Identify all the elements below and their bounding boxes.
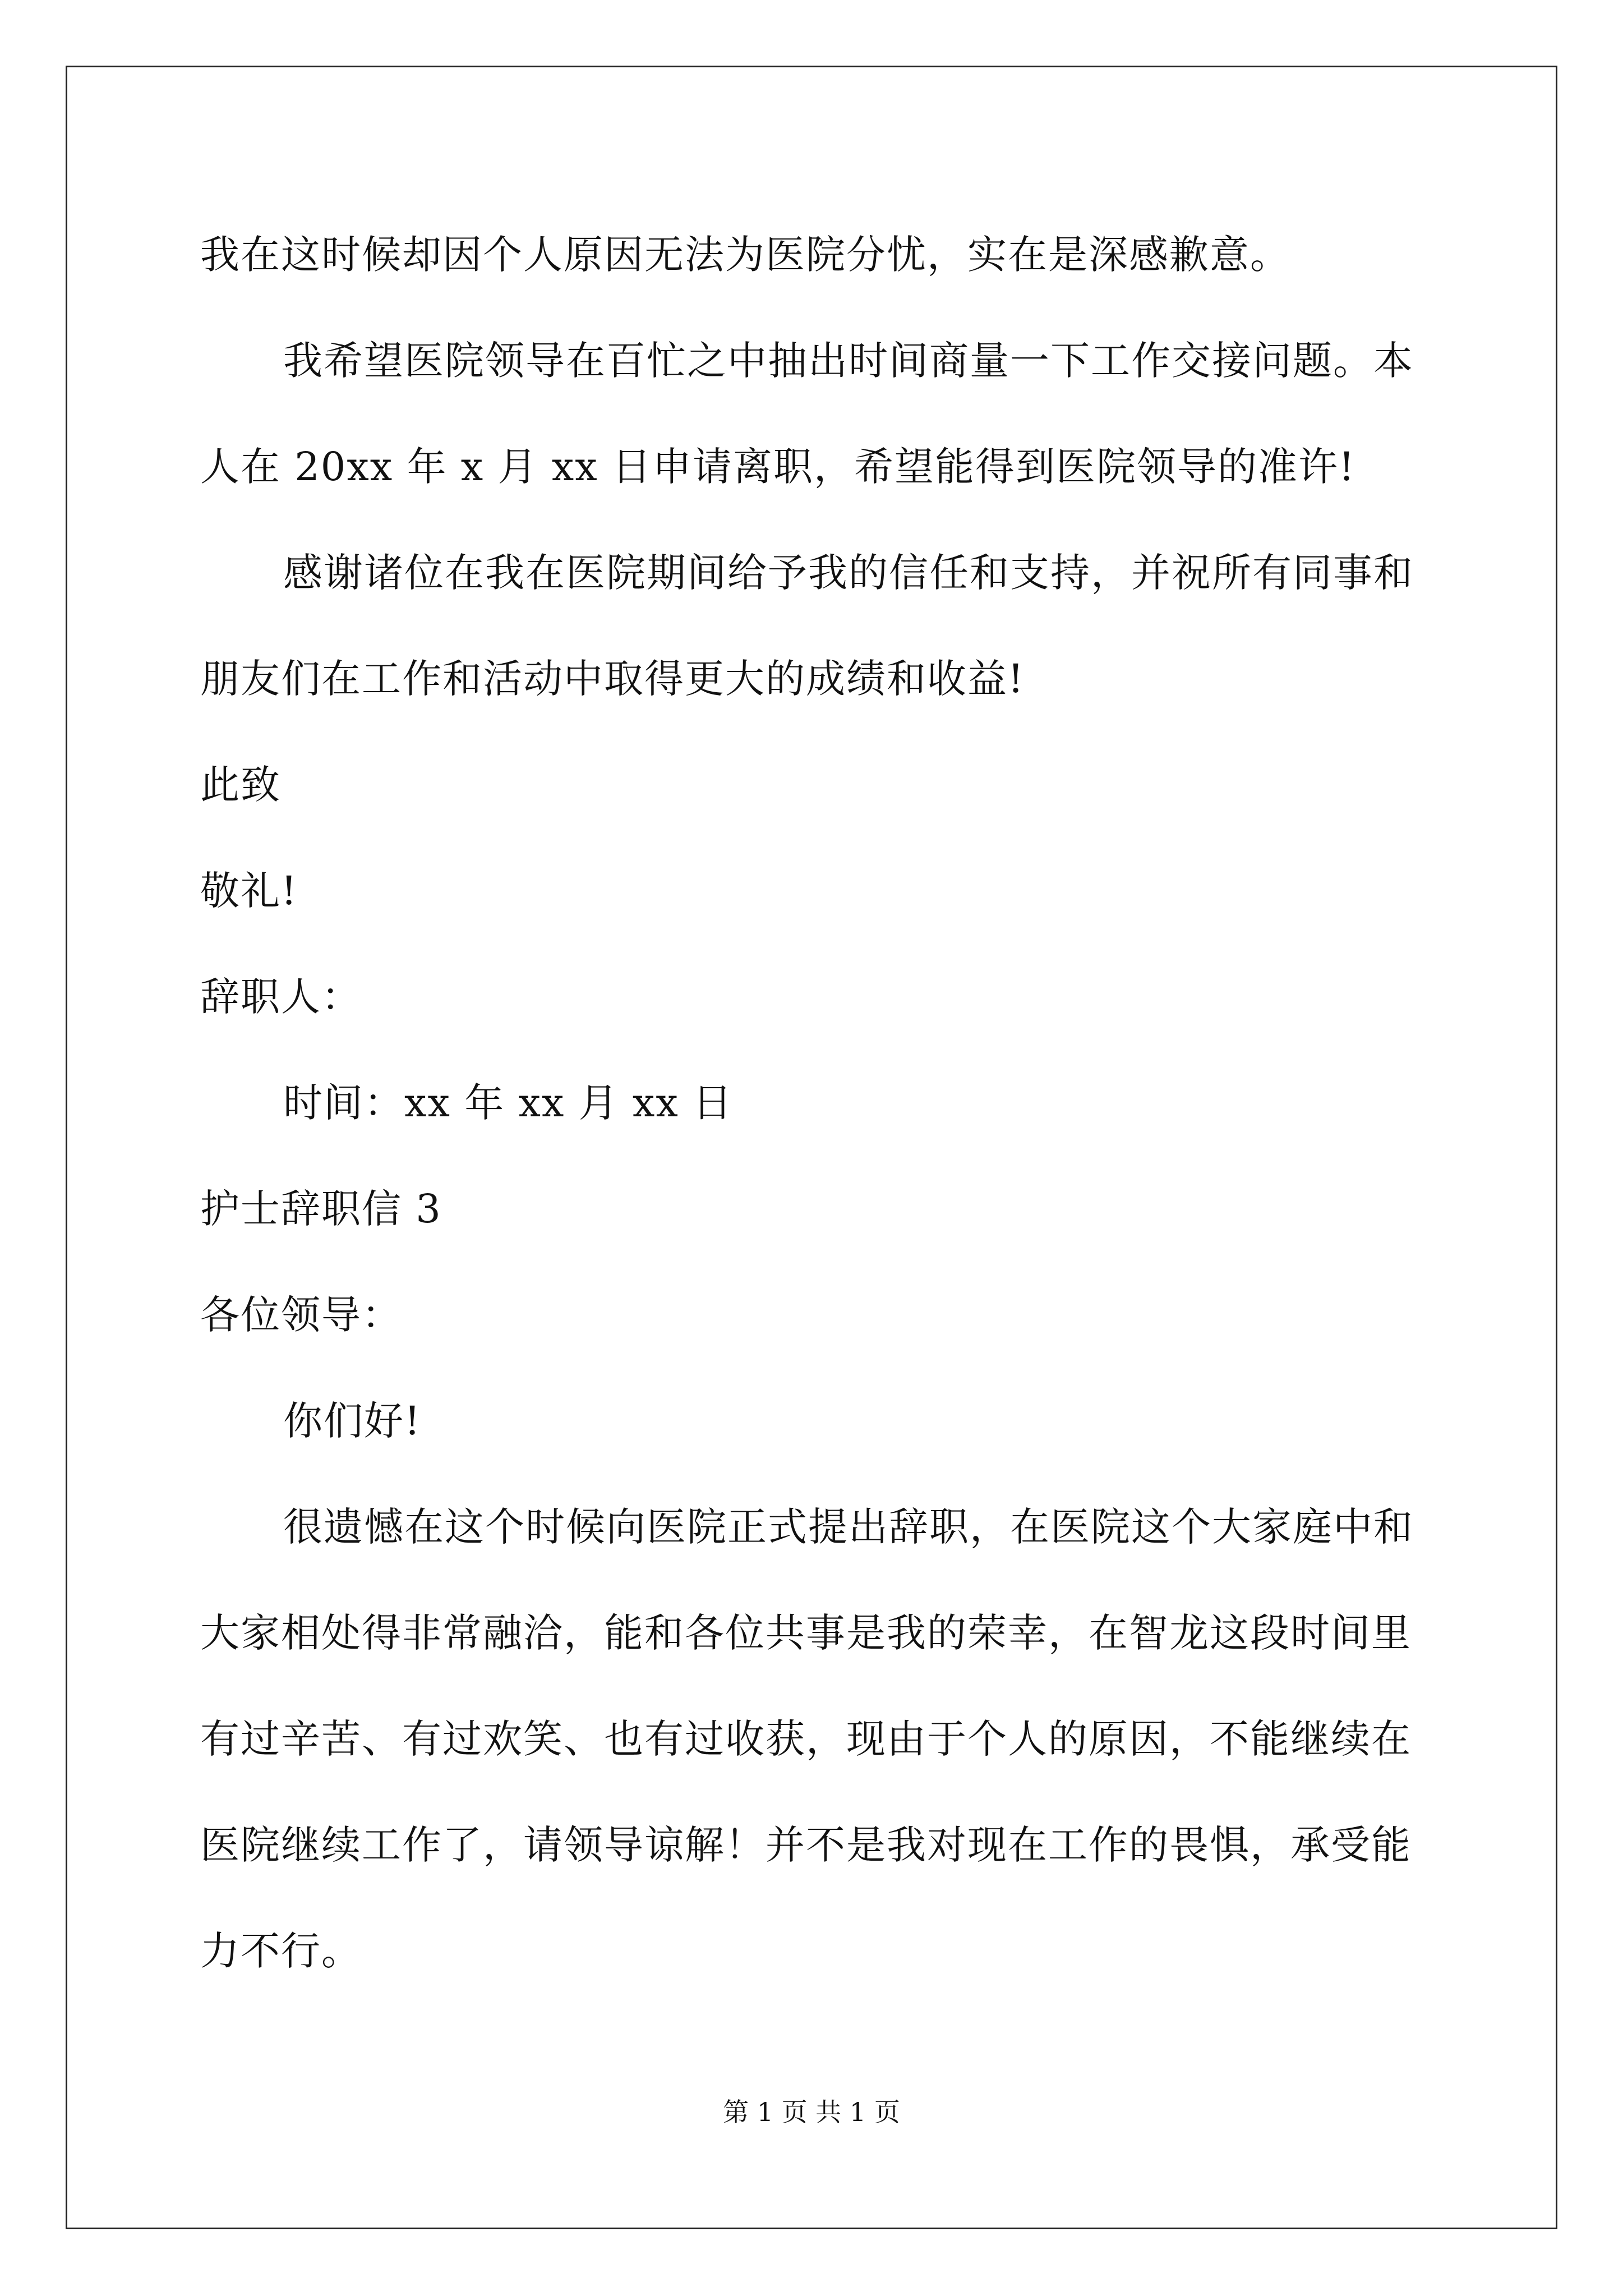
page-footer: 第 1 页 共 1 页 — [723, 2097, 900, 2127]
text-line: 很遗憾在这个时候向医院正式提出辞职，在医院这个大家庭中和 — [283, 1504, 1414, 1550]
signature-label: 辞职人： — [200, 974, 362, 1020]
text-line: 力不行。 — [200, 1928, 362, 1974]
text-line: 我希望医院领导在百忙之中抽出时间商量一下工作交接问题。本 — [283, 338, 1414, 384]
text-line: 人在 20xx 年 x 月 xx 日申请离职，希望能得到医院领导的准许! — [200, 444, 1356, 490]
salutation: 敬礼! — [200, 868, 298, 914]
text-line: 朋友们在工作和活动中取得更大的成绩和收益! — [200, 656, 1025, 702]
text-line: 医院继续工作了，请领导谅解！并不是我对现在工作的畏惧，承受能 — [200, 1822, 1412, 1868]
closing-phrase: 此致 — [200, 762, 281, 808]
section-title: 护士辞职信 3 — [200, 1186, 442, 1232]
greeting: 各位领导： — [200, 1292, 402, 1338]
date-line: 时间：xx 年 xx 月 xx 日 — [283, 1080, 734, 1126]
text-line: 我在这时候却因个人原因无法为医院分忧，实在是深感歉意。 — [200, 232, 1290, 278]
text-line: 你们好! — [283, 1398, 422, 1444]
text-line: 感谢诸位在我在医院期间给予我的信任和支持，并祝所有同事和 — [283, 550, 1414, 596]
document-body — [200, 202, 1434, 2004]
text-line: 大家相处得非常融洽，能和各位共事是我的荣幸，在智龙这段时间里 — [200, 1610, 1412, 1656]
text-line: 有过辛苦、有过欢笑、也有过收获，现由于个人的原因，不能继续在 — [200, 1716, 1412, 1762]
